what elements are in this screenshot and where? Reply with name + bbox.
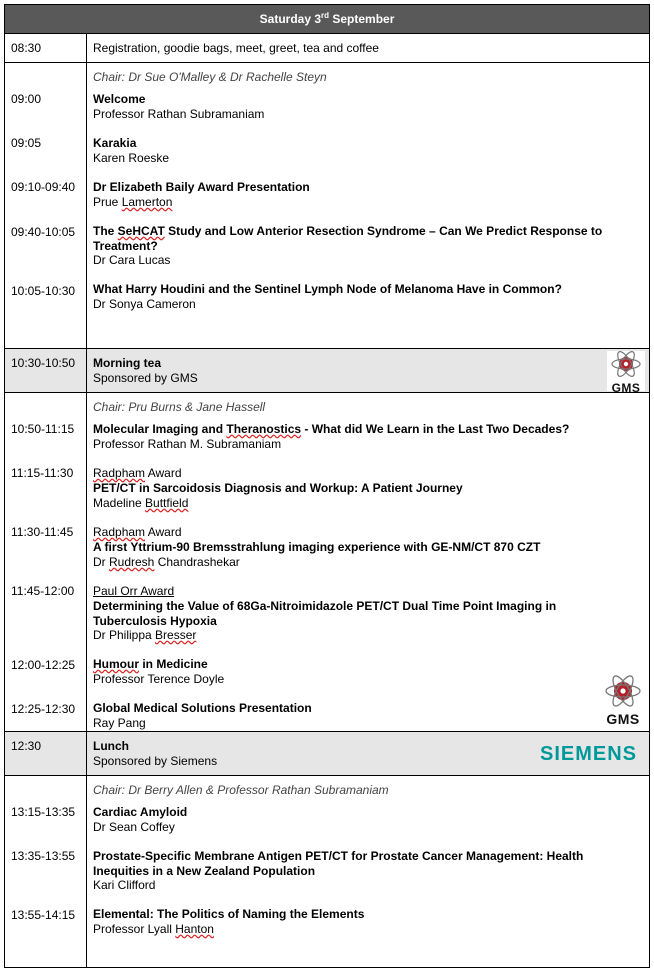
session-cell [87,393,650,732]
schedule-table [4,4,650,968]
time-label: 10:30-10:50 [11,356,76,370]
time-label: 10:50-11:15 [11,422,75,436]
talk-title: Prostate-Specific Membrane Antigen PET/CT for Prostate Cancer Management: Health [93,849,584,863]
day-header [5,5,650,34]
gms-logo-icon [603,675,643,726]
chair-label: Chair: Pru Burns & Jane Hassell [93,400,266,414]
session-cell [87,34,650,63]
talk-title-cont: Treatment? [93,239,158,253]
time-cell [5,732,87,776]
gms-logo-text: GMS [611,381,641,395]
table-row [5,349,650,393]
time-label: 09:10-09:40 [11,180,76,194]
talk-title: Molecular Imaging and Theranostics - What did We Learn in the Last Two Decades? [93,422,570,436]
time-label: 09:00 [11,92,42,106]
talk-title: Dr Elizabeth Baily Award Presentation [93,180,310,194]
talk-title: Cardiac Amyloid [93,805,188,819]
table-row [5,34,650,63]
time-label: 10:05-10:30 [11,284,76,298]
talk-title: Karakia [93,136,137,150]
time-label: 11:15-11:30 [11,466,74,480]
speaker-name: Prue Lamerton [93,195,173,209]
talk-title: PET/CT in Sarcoidosis Diagnosis and Workup: A Patient Journey [93,481,463,495]
siemens-logo-icon: SIEMENS [539,743,638,765]
time-label: 13:15-13:35 [11,805,76,819]
session-cell [87,63,650,349]
award-label: Radpham Award [93,466,182,480]
speaker-name: Karen Roeske [93,151,170,165]
talk-title: Elemental: The Politics of Naming the Elements [93,907,365,921]
speaker-name: Dr Sonya Cameron [93,297,196,311]
day-header-row [5,5,650,34]
gms-logo-text: GMS [606,711,640,727]
talk-title-cont: Inequities in a New Zealand Population [93,864,316,878]
day-suffix: rd [321,11,329,20]
sponsor-text: Sponsored by GMS [93,371,198,385]
month-label: September [332,12,395,26]
speaker-name: Dr Philippa Bresser [93,628,197,642]
time-label: 13:35-13:55 [11,849,76,863]
session-cell [87,349,650,393]
gms-logo-icon [607,351,645,395]
session-text: Registration, goodie bags, meet, greet, tea and coffee [93,41,379,55]
talk-title: Welcome [93,92,146,106]
program-page [4,4,649,941]
chair-label: Chair: Dr Sue O'Malley & Dr Rachelle Steyn [93,70,327,84]
award-label: Paul Orr Award [93,584,175,598]
speaker-name: Professor Rathan Subramaniam [93,107,265,121]
time-label: 12:00-12:25 [11,658,76,672]
break-title: Lunch [93,739,129,753]
day-label: Saturday 3 [259,12,321,26]
time-label: 11:45-12:00 [11,584,75,598]
break-title: Morning tea [93,356,161,370]
speaker-name: Dr Cara Lucas [93,253,171,267]
session-block-3 [5,776,650,968]
time-cell [5,63,87,349]
talk-title: The SeHCAT Study and Low Anterior Resection Syndrome – Can We Predict Response to [93,224,603,238]
time-label: 08:30 [11,41,42,55]
speaker-name: Professor Terence Doyle [93,672,225,686]
time-cell [5,393,87,732]
time-cell [5,34,87,63]
time-label: 13:55-14:15 [11,908,76,922]
table-row [5,732,650,776]
speaker-name: Kari Clifford [93,878,156,892]
talk-title: Global Medical Solutions Presentation [93,701,312,715]
speaker-name: Dr Sean Coffey [93,820,175,834]
talk-title: What Harry Houdini and the Sentinel Lymph Node of Melanoma Have in Common? [93,282,562,296]
talk-title-cont: Tuberculosis Hypoxia [93,614,217,628]
chair-label: Chair: Dr Berry Allen & Professor Rathan Subramaniam [93,783,389,797]
time-label: 09:40-10:05 [11,225,76,239]
time-label: 12:30 [11,739,42,753]
time-label: 09:05 [11,136,42,150]
speaker-name: Professor Rathan M. Subramaniam [93,437,282,451]
speaker-name: Professor Lyall Hanton [93,922,214,936]
speaker-name: Ray Pang [93,716,146,730]
session-cell [87,776,650,968]
talk-title: A first Yttrium-90 Bremsstrahlung imaging experience with GE-NM/CT 870 CZT [93,540,541,554]
talk-title: Determining the Value of 68Ga-Nitroimidazole PET/CT Dual Time Point Imaging in [93,599,557,613]
time-label: 11:30-11:45 [11,525,74,539]
time-label: 12:25-12:30 [11,702,76,716]
time-cell [5,349,87,393]
sponsor-text: Sponsored by Siemens [93,754,218,768]
time-cell [5,776,87,968]
speaker-name: Madeline Buttfield [93,496,189,510]
session-cell [87,732,650,776]
award-label: Radpham Award [93,525,182,539]
talk-title: Humour in Medicine [93,657,208,671]
session-block-2 [5,393,650,732]
session-block-1 [5,63,650,349]
speaker-name: Dr Rudresh Chandrashekar [93,555,240,569]
